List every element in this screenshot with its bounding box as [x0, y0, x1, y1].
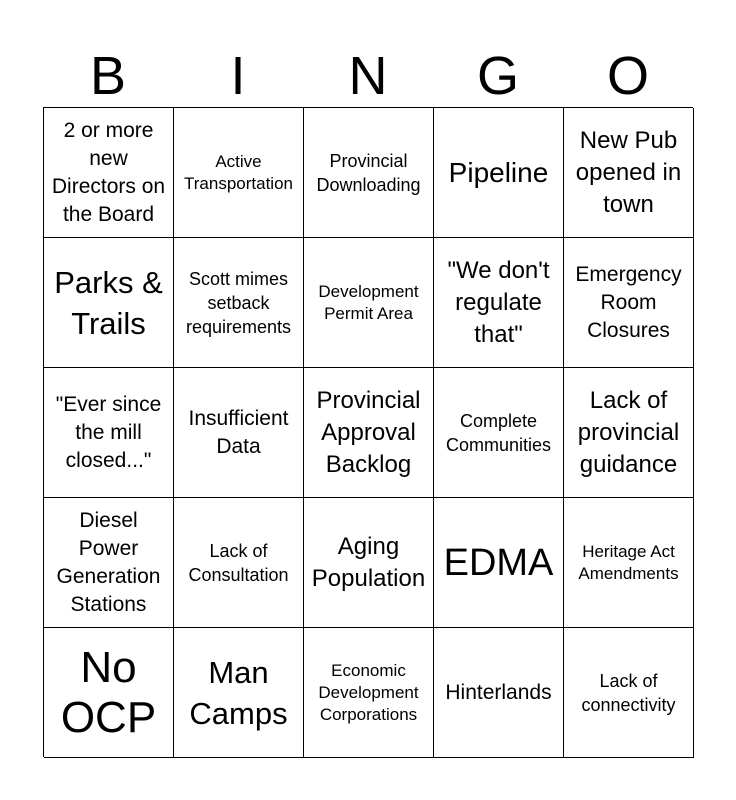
cell-text: Economic Development Corporations — [318, 660, 419, 724]
bingo-card-grid — [43, 107, 693, 757]
bingo-cell-r5c2[interactable] — [174, 628, 304, 758]
header-letter-i: I — [230, 46, 246, 106]
bingo-cell-r2c1[interactable] — [44, 238, 174, 368]
cell-text: Lack of connectivity — [581, 670, 676, 715]
bingo-cell-r5c5[interactable] — [564, 628, 694, 758]
bingo-cell-r5c3[interactable] — [304, 628, 434, 758]
cell-text: Active Transportation — [184, 151, 293, 193]
bingo-cell-r2c5[interactable] — [564, 238, 694, 368]
cell-text: Lack of Consultation — [188, 540, 289, 585]
cell-text: "Ever since the mill closed..." — [55, 392, 162, 472]
cell-text: Complete Communities — [445, 410, 552, 455]
bingo-cell-r5c4[interactable] — [434, 628, 564, 758]
cell-text: New Pub opened in town — [575, 126, 682, 218]
bingo-cell-r4c3[interactable] — [304, 498, 434, 628]
bingo-cell-r3c4[interactable] — [434, 368, 564, 498]
header-letter-g: G — [476, 46, 519, 106]
cell-text: Parks & Trails — [54, 264, 163, 341]
bingo-cell-r3c1[interactable] — [44, 368, 174, 498]
cell-text: Aging Population — [311, 532, 426, 592]
bingo-header — [43, 48, 693, 104]
bingo-cell-r1c1[interactable] — [44, 108, 174, 238]
bingo-cell-r2c3[interactable] — [304, 238, 434, 368]
cell-text: Pipeline — [448, 156, 549, 188]
cell-text: Scott mimes setback requirements — [185, 268, 292, 337]
cell-text: Diesel Power Generation Stations — [56, 508, 161, 616]
bingo-cell-r4c2[interactable] — [174, 498, 304, 628]
cell-text: "We don't regulate that" — [447, 256, 550, 348]
bingo-cell-r3c2[interactable] — [174, 368, 304, 498]
bingo-cell-r1c4[interactable] — [434, 108, 564, 238]
bingo-cell-r1c3[interactable] — [304, 108, 434, 238]
cell-text: EDMA — [443, 541, 554, 584]
bingo-cell-r5c1[interactable] — [44, 628, 174, 758]
header-letter-o: O — [606, 46, 649, 106]
bingo-cell-r3c5[interactable] — [564, 368, 694, 498]
cell-text: Man Camps — [189, 654, 288, 731]
bingo-cell-r2c4[interactable] — [434, 238, 564, 368]
cell-text: 2 or more new Directors on the Board — [51, 118, 166, 226]
bingo-cell-r4c1[interactable] — [44, 498, 174, 628]
header-letter-n: N — [348, 46, 388, 106]
cell-text: Provincial Approval Backlog — [316, 386, 421, 478]
cell-text: Lack of provincial guidance — [577, 386, 680, 478]
bingo-cell-r1c2[interactable] — [174, 108, 304, 238]
header-letter-b: B — [89, 46, 127, 106]
cell-text: Provincial Downloading — [316, 150, 421, 195]
cell-text: No OCP — [60, 642, 157, 742]
cell-text: Development Permit Area — [318, 281, 419, 323]
cell-text: Hinterlands — [445, 680, 552, 704]
cell-text: Emergency Room Closures — [575, 262, 682, 342]
cell-text: Heritage Act Amendments — [578, 541, 679, 583]
bingo-cell-r1c5[interactable] — [564, 108, 694, 238]
cell-text: Insufficient Data — [188, 406, 289, 458]
bingo-cell-r4c4[interactable] — [434, 498, 564, 628]
bingo-cell-r2c2[interactable] — [174, 238, 304, 368]
bingo-cell-r4c5[interactable] — [564, 498, 694, 628]
bingo-cell-r3c3[interactable] — [304, 368, 434, 498]
